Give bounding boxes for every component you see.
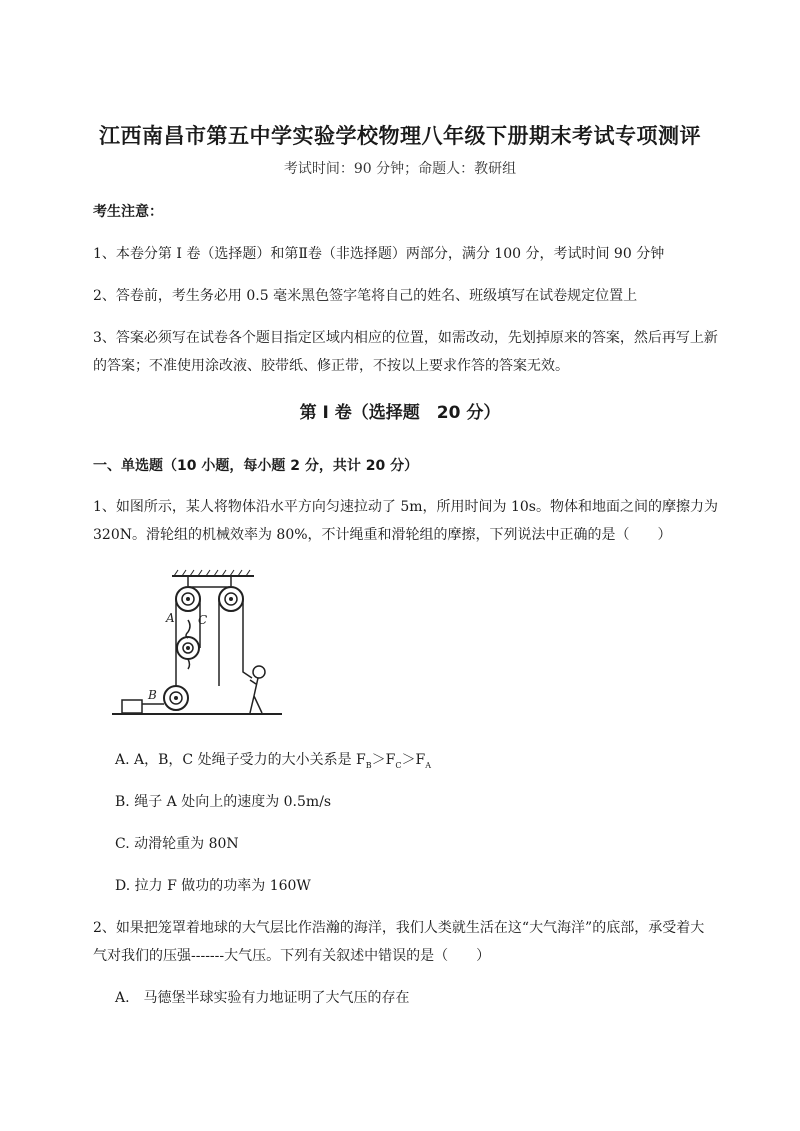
q1-option-c: C. 动滑轮重为 80N <box>115 836 239 852</box>
q1-option-d: D. 拉力 F 做功的功率为 160W <box>115 878 311 894</box>
notice-item-1: 1、本卷分第 I 卷（选择题）和第Ⅱ卷（非选择题）两部分，满分 100 分，考试时间 90 分钟 <box>93 246 665 262</box>
part-heading: 一、单选题（10 小题，每小题 2 分，共计 20 分） <box>93 458 419 474</box>
figure-label-b: B <box>148 688 157 702</box>
notice-item-3-cont: 的答案；不准使用涂改液、胶带纸、修正带，不按以上要求作答的答案无效。 <box>93 358 569 374</box>
question-1-line-1: 1、如图所示，某人将物体沿水平方向匀速拉动了 5m，所用时间为 10s。物体和地面之间的摩擦力为 <box>93 499 718 515</box>
q1-option-b: B. 绳子 A 处向上的速度为 0.5m/s <box>115 794 332 810</box>
figure-label-a: A <box>166 611 175 625</box>
question-2-line-2: 气对我们的压强-------大气压。下列有关叙述中错误的是（ ） <box>93 948 491 964</box>
question-2-line-1: 2、如果把笼罩着地球的大气层比作浩瀚的海洋，我们人类就生活在这“大气海洋”的底部，承受着大 <box>93 920 705 936</box>
question-1-line-2: 320N。滑轮组的机械效率为 80%，不计绳重和滑轮组的摩擦，下列说法中正确的是（ ） <box>93 527 672 543</box>
page-title: 江西南昌市第五中学实验学校物理八年级下册期末考试专项测评 <box>99 124 701 148</box>
pulley-system-figure <box>112 568 282 720</box>
exam-info: 考试时间：90 分钟；命题人：教研组 <box>283 161 517 177</box>
figure-label-c: C <box>198 613 208 627</box>
q1-option-a: A. A，B，C 处绳子受力的大小关系是 $F_B>F_C>F_A$ <box>115 752 431 770</box>
notice-heading: 考生注意： <box>93 204 163 220</box>
notice-item-3: 3、答案必须写在试卷各个题目指定区域内相应的位置，如需改动，先划掉原来的答案，然后再写上新 <box>93 330 718 346</box>
section-title: 第 I 卷（选择题 20 分） <box>299 403 501 423</box>
q2-option-a: A. 马德堡半球实验有力地证明了大气压的存在 <box>115 990 410 1006</box>
notice-item-2: 2、答卷前，考生务必用 0.5 毫米黑色签字笔将自己的姓名、班级填写在试卷规定位置上 <box>93 288 638 304</box>
